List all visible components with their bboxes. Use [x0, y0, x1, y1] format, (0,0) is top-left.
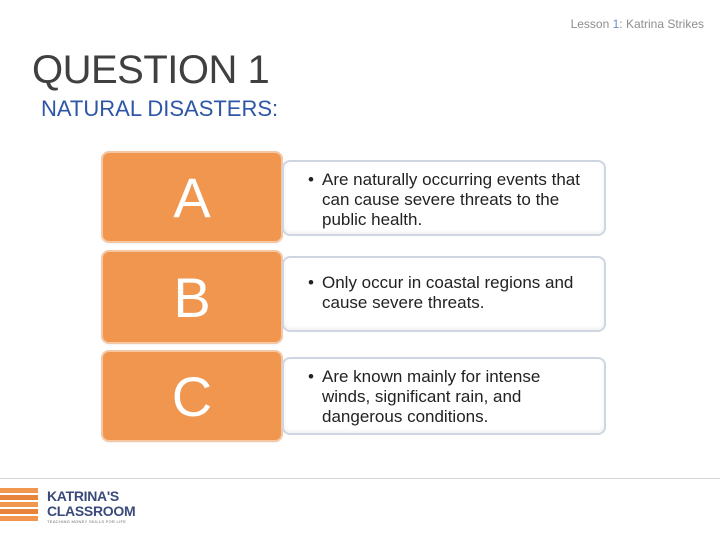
- option-b-letter[interactable]: B: [103, 252, 281, 342]
- bullet-icon: •: [308, 367, 314, 386]
- footer-divider: [0, 478, 720, 479]
- option-a-letter[interactable]: A: [103, 153, 281, 241]
- lesson-prefix: Lesson: [570, 17, 613, 31]
- lesson-header: [571, 17, 704, 31]
- lesson-suffix: : Katrina Strikes: [619, 17, 704, 31]
- logo-tagline: TEACHING MONEY SKILLS FOR LIFE: [47, 519, 127, 524]
- katrinas-classroom-logo: [47, 489, 135, 525]
- option-a-text: Are naturally occurring events that can cause severe threats to the public health.: [322, 170, 580, 229]
- option-b-text: Only occur in coastal regions and cause severe threats.: [322, 273, 574, 312]
- option-b-text-box[interactable]: [282, 256, 606, 332]
- option-c-letter[interactable]: C: [103, 352, 281, 440]
- logo-line-2: CLASSROOM: [47, 503, 136, 519]
- option-c-text: Are known mainly for intense winds, significant rain, and dangerous conditions.: [322, 367, 541, 426]
- question-subtitle: NATURAL DISASTERS:: [41, 96, 279, 121]
- bullet-icon: •: [308, 170, 314, 189]
- option-c-text-box[interactable]: [282, 357, 606, 435]
- option-a-text-box[interactable]: [282, 160, 606, 236]
- bullet-icon: •: [308, 273, 314, 292]
- lesson-number: 1: [612, 17, 620, 31]
- logo-stripes-icon: [0, 488, 38, 524]
- logo-line-1: KATRINA'S: [47, 488, 119, 504]
- question-title: QUESTION 1: [32, 48, 270, 92]
